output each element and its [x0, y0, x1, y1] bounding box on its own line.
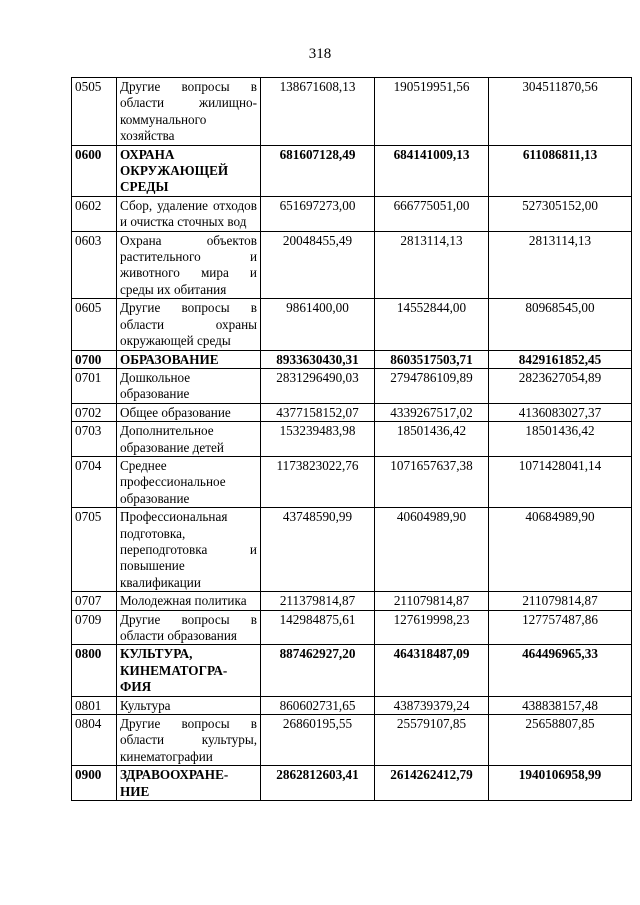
section-code-cell: 0505 — [72, 78, 117, 146]
table-row — [72, 715, 632, 766]
amount-cell-1: 2862812603,41 — [261, 766, 375, 801]
amount-cell-1: 2831296490,03 — [261, 368, 375, 403]
amount-cell-3: 40684989,90 — [489, 508, 632, 592]
section-code-cell: 0705 — [72, 508, 117, 592]
section-code-cell: 0603 — [72, 231, 117, 299]
amount-cell-1: 681607128,49 — [261, 145, 375, 196]
budget-table — [71, 77, 632, 801]
page-number: 318 — [308, 46, 332, 62]
table-row — [72, 78, 632, 146]
amount-cell-1: 8933630430,31 — [261, 350, 375, 368]
table-row — [72, 231, 632, 299]
section-row — [72, 145, 632, 196]
budget-table-body — [72, 78, 632, 801]
section-code-cell: 0602 — [72, 196, 117, 231]
amount-cell-2: 2813114,13 — [375, 231, 489, 299]
section-code-cell: 0703 — [72, 422, 117, 457]
section-name-cell: Сбор, удаление отходов и очистка сточных вод — [117, 196, 261, 231]
amount-cell-3: 527305152,00 — [489, 196, 632, 231]
section-name-cell: Другие вопросы в области образования — [117, 610, 261, 645]
section-code-cell: 0900 — [72, 766, 117, 801]
amount-cell-1: 26860195,55 — [261, 715, 375, 766]
section-code-cell: 0707 — [72, 592, 117, 610]
section-code-cell: 0804 — [72, 715, 117, 766]
amount-cell-3: 18501436,42 — [489, 422, 632, 457]
table-row — [72, 368, 632, 403]
section-name-cell: ЗДРАВООХРАНЕ-НИЕ — [117, 766, 261, 801]
section-code-cell: 0709 — [72, 610, 117, 645]
amount-cell-2: 464318487,09 — [375, 645, 489, 696]
amount-cell-3: 304511870,56 — [489, 78, 632, 146]
amount-cell-1: 20048455,49 — [261, 231, 375, 299]
amount-cell-2: 8603517503,71 — [375, 350, 489, 368]
amount-cell-2: 666775051,00 — [375, 196, 489, 231]
amount-cell-1: 211379814,87 — [261, 592, 375, 610]
section-name-cell: ОХРАНА ОКРУЖАЮЩЕЙ СРЕДЫ — [117, 145, 261, 196]
amount-cell-1: 1173823022,76 — [261, 456, 375, 507]
amount-cell-2: 2794786109,89 — [375, 368, 489, 403]
section-name-cell: Другие вопросы в области охраны окружающей среды — [117, 299, 261, 350]
amount-cell-2: 40604989,90 — [375, 508, 489, 592]
section-name-cell: Культура — [117, 696, 261, 714]
section-code-cell: 0702 — [72, 403, 117, 421]
amount-cell-3: 4136083027,37 — [489, 403, 632, 421]
table-row — [72, 696, 632, 714]
amount-cell-3: 464496965,33 — [489, 645, 632, 696]
amount-cell-3: 1940106958,99 — [489, 766, 632, 801]
section-row — [72, 645, 632, 696]
table-row — [72, 299, 632, 350]
section-name-cell: Дошкольное образование — [117, 368, 261, 403]
amount-cell-1: 4377158152,07 — [261, 403, 375, 421]
section-name-cell: Другие вопросы в области культуры, кинематографии — [117, 715, 261, 766]
amount-cell-2: 18501436,42 — [375, 422, 489, 457]
section-name-cell: КУЛЬТУРА, КИНЕМАТОГРА-ФИЯ — [117, 645, 261, 696]
amount-cell-3: 1071428041,14 — [489, 456, 632, 507]
amount-cell-3: 80968545,00 — [489, 299, 632, 350]
amount-cell-1: 153239483,98 — [261, 422, 375, 457]
amount-cell-2: 1071657637,38 — [375, 456, 489, 507]
section-code-cell: 0701 — [72, 368, 117, 403]
amount-cell-3: 8429161852,45 — [489, 350, 632, 368]
amount-cell-2: 684141009,13 — [375, 145, 489, 196]
amount-cell-3: 2813114,13 — [489, 231, 632, 299]
section-name-cell: Охрана объектов растительного и животного мира и среды их обитания — [117, 231, 261, 299]
amount-cell-1: 651697273,00 — [261, 196, 375, 231]
section-name-cell: ОБРАЗОВАНИЕ — [117, 350, 261, 368]
amount-cell-1: 9861400,00 — [261, 299, 375, 350]
amount-cell-2: 190519951,56 — [375, 78, 489, 146]
amount-cell-2: 14552844,00 — [375, 299, 489, 350]
amount-cell-2: 2614262412,79 — [375, 766, 489, 801]
amount-cell-3: 611086811,13 — [489, 145, 632, 196]
amount-cell-2: 4339267517,02 — [375, 403, 489, 421]
amount-cell-3: 2823627054,89 — [489, 368, 632, 403]
section-code-cell: 0700 — [72, 350, 117, 368]
amount-cell-2: 211079814,87 — [375, 592, 489, 610]
section-name-cell: Общее образование — [117, 403, 261, 421]
amount-cell-2: 25579107,85 — [375, 715, 489, 766]
amount-cell-1: 887462927,20 — [261, 645, 375, 696]
section-name-cell: Дополнительное образование детей — [117, 422, 261, 457]
section-name-cell: Молодежная политика — [117, 592, 261, 610]
amount-cell-1: 138671608,13 — [261, 78, 375, 146]
table-row — [72, 403, 632, 421]
section-code-cell: 0600 — [72, 145, 117, 196]
amount-cell-1: 142984875,61 — [261, 610, 375, 645]
amount-cell-2: 438739379,24 — [375, 696, 489, 714]
table-row — [72, 196, 632, 231]
section-row — [72, 350, 632, 368]
section-code-cell: 0605 — [72, 299, 117, 350]
section-name-cell: Другие вопросы в области жилищно-коммунального хозяйства — [117, 78, 261, 146]
table-row — [72, 610, 632, 645]
table-row — [72, 456, 632, 507]
amount-cell-1: 43748590,99 — [261, 508, 375, 592]
section-code-cell: 0801 — [72, 696, 117, 714]
amount-cell-3: 25658807,85 — [489, 715, 632, 766]
amount-cell-3: 127757487,86 — [489, 610, 632, 645]
section-name-cell: Среднее профессиональное образование — [117, 456, 261, 507]
section-code-cell: 0800 — [72, 645, 117, 696]
amount-cell-2: 127619998,23 — [375, 610, 489, 645]
amount-cell-3: 438838157,48 — [489, 696, 632, 714]
amount-cell-3: 211079814,87 — [489, 592, 632, 610]
table-row — [72, 508, 632, 592]
section-code-cell: 0704 — [72, 456, 117, 507]
table-row — [72, 592, 632, 610]
section-row — [72, 766, 632, 801]
table-row — [72, 422, 632, 457]
amount-cell-1: 860602731,65 — [261, 696, 375, 714]
section-name-cell: Профессиональная подготовка, переподготовка и повышение квалификации — [117, 508, 261, 592]
